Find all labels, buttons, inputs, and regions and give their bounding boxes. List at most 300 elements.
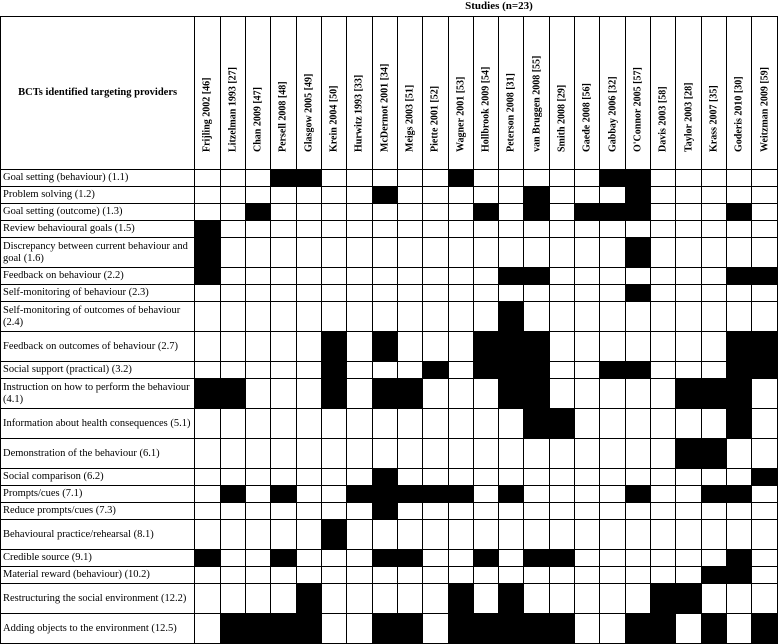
empty-cell bbox=[651, 520, 676, 550]
filled-cell bbox=[296, 614, 321, 644]
empty-cell bbox=[727, 238, 752, 268]
empty-cell bbox=[195, 302, 220, 332]
empty-cell bbox=[575, 238, 600, 268]
empty-cell bbox=[752, 584, 778, 614]
empty-cell bbox=[245, 503, 270, 520]
empty-cell bbox=[296, 550, 321, 567]
study-label: Persell 2008 [48] bbox=[277, 81, 289, 152]
bct-label: Prompts/cues (7.1) bbox=[1, 486, 195, 503]
filled-cell bbox=[676, 584, 701, 614]
filled-cell bbox=[195, 221, 220, 238]
filled-cell bbox=[271, 550, 296, 567]
empty-cell bbox=[727, 302, 752, 332]
filled-cell bbox=[397, 379, 422, 409]
empty-cell bbox=[701, 187, 726, 204]
empty-cell bbox=[625, 503, 650, 520]
filled-cell bbox=[549, 550, 574, 567]
filled-cell bbox=[575, 204, 600, 221]
empty-cell bbox=[625, 439, 650, 469]
filled-cell bbox=[499, 486, 524, 503]
empty-cell bbox=[321, 439, 346, 469]
study-header bbox=[220, 17, 245, 170]
study-header bbox=[347, 17, 372, 170]
empty-cell bbox=[651, 268, 676, 285]
empty-cell bbox=[423, 614, 448, 644]
empty-cell bbox=[752, 486, 778, 503]
empty-cell bbox=[676, 362, 701, 379]
empty-cell bbox=[220, 584, 245, 614]
filled-cell bbox=[727, 567, 752, 584]
empty-cell bbox=[271, 584, 296, 614]
empty-cell bbox=[575, 285, 600, 302]
empty-cell bbox=[423, 170, 448, 187]
empty-cell bbox=[397, 332, 422, 362]
empty-cell bbox=[676, 614, 701, 644]
filled-cell bbox=[524, 379, 549, 409]
filled-cell bbox=[473, 550, 498, 567]
empty-cell bbox=[701, 550, 726, 567]
header-row bbox=[1, 17, 778, 170]
empty-cell bbox=[676, 486, 701, 503]
empty-cell bbox=[676, 221, 701, 238]
filled-cell bbox=[372, 187, 397, 204]
empty-cell bbox=[625, 584, 650, 614]
empty-cell bbox=[321, 221, 346, 238]
empty-cell bbox=[575, 170, 600, 187]
filled-cell bbox=[524, 332, 549, 362]
table-row bbox=[1, 379, 778, 409]
empty-cell bbox=[600, 238, 625, 268]
table-row bbox=[1, 187, 778, 204]
empty-cell bbox=[549, 221, 574, 238]
empty-cell bbox=[676, 238, 701, 268]
empty-cell bbox=[321, 503, 346, 520]
empty-cell bbox=[271, 469, 296, 486]
table-row bbox=[1, 439, 778, 469]
filled-cell bbox=[524, 362, 549, 379]
empty-cell bbox=[676, 409, 701, 439]
empty-cell bbox=[651, 379, 676, 409]
empty-cell bbox=[549, 503, 574, 520]
empty-cell bbox=[423, 187, 448, 204]
empty-cell bbox=[448, 379, 473, 409]
bct-label: Social support (practical) (3.2) bbox=[1, 362, 195, 379]
empty-cell bbox=[600, 302, 625, 332]
empty-cell bbox=[347, 170, 372, 187]
empty-cell bbox=[220, 409, 245, 439]
filled-cell bbox=[752, 469, 778, 486]
empty-cell bbox=[423, 503, 448, 520]
study-header bbox=[575, 17, 600, 170]
empty-cell bbox=[448, 520, 473, 550]
empty-cell bbox=[397, 584, 422, 614]
filled-cell bbox=[397, 614, 422, 644]
empty-cell bbox=[423, 221, 448, 238]
filled-cell bbox=[625, 170, 650, 187]
study-label: Taylor 2003 [28] bbox=[683, 82, 695, 152]
empty-cell bbox=[676, 302, 701, 332]
study-label: Peterson 2008 [31] bbox=[505, 73, 517, 152]
empty-cell bbox=[549, 285, 574, 302]
empty-cell bbox=[499, 285, 524, 302]
filled-cell bbox=[473, 204, 498, 221]
filled-cell bbox=[397, 486, 422, 503]
filled-cell bbox=[752, 268, 778, 285]
empty-cell bbox=[448, 285, 473, 302]
bct-label: Material reward (behaviour) (10.2) bbox=[1, 567, 195, 584]
empty-cell bbox=[296, 486, 321, 503]
filled-cell bbox=[423, 486, 448, 503]
filled-cell bbox=[625, 204, 650, 221]
table-row bbox=[1, 584, 778, 614]
filled-cell bbox=[752, 362, 778, 379]
empty-cell bbox=[321, 614, 346, 644]
empty-cell bbox=[397, 469, 422, 486]
empty-cell bbox=[575, 614, 600, 644]
empty-cell bbox=[473, 187, 498, 204]
empty-cell bbox=[245, 439, 270, 469]
empty-cell bbox=[575, 503, 600, 520]
empty-cell bbox=[397, 503, 422, 520]
empty-cell bbox=[499, 439, 524, 469]
empty-cell bbox=[347, 503, 372, 520]
bct-label: Discrepancy between current behaviour and goal (1.6) bbox=[1, 238, 195, 268]
empty-cell bbox=[245, 238, 270, 268]
empty-cell bbox=[271, 332, 296, 362]
empty-cell bbox=[549, 469, 574, 486]
filled-cell bbox=[701, 567, 726, 584]
study-label: Hollbrook 2009 [54] bbox=[480, 66, 492, 152]
empty-cell bbox=[347, 439, 372, 469]
study-label: Meigs 2003 [51] bbox=[404, 84, 416, 152]
table-row bbox=[1, 170, 778, 187]
empty-cell bbox=[195, 170, 220, 187]
table-row bbox=[1, 332, 778, 362]
filled-cell bbox=[195, 550, 220, 567]
study-header bbox=[676, 17, 701, 170]
filled-cell bbox=[372, 614, 397, 644]
empty-cell bbox=[397, 204, 422, 221]
study-header bbox=[296, 17, 321, 170]
empty-cell bbox=[195, 520, 220, 550]
empty-cell bbox=[245, 362, 270, 379]
empty-cell bbox=[372, 439, 397, 469]
empty-cell bbox=[752, 550, 778, 567]
table-row bbox=[1, 520, 778, 550]
table-body bbox=[1, 170, 778, 644]
filled-cell bbox=[448, 170, 473, 187]
empty-cell bbox=[473, 379, 498, 409]
empty-cell bbox=[752, 204, 778, 221]
empty-cell bbox=[524, 302, 549, 332]
filled-cell bbox=[701, 439, 726, 469]
empty-cell bbox=[321, 409, 346, 439]
empty-cell bbox=[448, 362, 473, 379]
empty-cell bbox=[296, 379, 321, 409]
empty-cell bbox=[651, 362, 676, 379]
empty-cell bbox=[296, 520, 321, 550]
empty-cell bbox=[271, 268, 296, 285]
empty-cell bbox=[347, 520, 372, 550]
empty-cell bbox=[600, 614, 625, 644]
empty-cell bbox=[727, 503, 752, 520]
filled-cell bbox=[448, 584, 473, 614]
empty-cell bbox=[752, 170, 778, 187]
filled-cell bbox=[271, 170, 296, 187]
empty-cell bbox=[321, 302, 346, 332]
filled-cell bbox=[727, 362, 752, 379]
empty-cell bbox=[701, 268, 726, 285]
empty-cell bbox=[195, 439, 220, 469]
empty-cell bbox=[448, 221, 473, 238]
empty-cell bbox=[448, 238, 473, 268]
empty-cell bbox=[397, 221, 422, 238]
empty-cell bbox=[499, 469, 524, 486]
empty-cell bbox=[600, 584, 625, 614]
filled-cell bbox=[296, 584, 321, 614]
empty-cell bbox=[372, 362, 397, 379]
empty-cell bbox=[245, 379, 270, 409]
empty-cell bbox=[220, 302, 245, 332]
empty-cell bbox=[271, 204, 296, 221]
empty-cell bbox=[752, 409, 778, 439]
study-header bbox=[423, 17, 448, 170]
empty-cell bbox=[701, 170, 726, 187]
empty-cell bbox=[245, 550, 270, 567]
empty-cell bbox=[473, 469, 498, 486]
filled-cell bbox=[220, 614, 245, 644]
empty-cell bbox=[651, 170, 676, 187]
empty-cell bbox=[473, 584, 498, 614]
empty-cell bbox=[448, 439, 473, 469]
table-row bbox=[1, 268, 778, 285]
empty-cell bbox=[600, 567, 625, 584]
study-header bbox=[271, 17, 296, 170]
table-row bbox=[1, 486, 778, 503]
empty-cell bbox=[575, 584, 600, 614]
empty-cell bbox=[195, 204, 220, 221]
empty-cell bbox=[549, 486, 574, 503]
empty-cell bbox=[549, 567, 574, 584]
empty-cell bbox=[397, 238, 422, 268]
empty-cell bbox=[448, 409, 473, 439]
study-label: O'Connor 2005 [57] bbox=[632, 67, 644, 152]
empty-cell bbox=[752, 520, 778, 550]
filled-cell bbox=[220, 379, 245, 409]
empty-cell bbox=[651, 204, 676, 221]
empty-cell bbox=[347, 221, 372, 238]
empty-cell bbox=[296, 503, 321, 520]
bct-label: Behavioural practice/rehearsal (8.1) bbox=[1, 520, 195, 550]
empty-cell bbox=[625, 520, 650, 550]
empty-cell bbox=[575, 469, 600, 486]
filled-cell bbox=[549, 409, 574, 439]
empty-cell bbox=[271, 379, 296, 409]
empty-cell bbox=[524, 486, 549, 503]
empty-cell bbox=[473, 486, 498, 503]
empty-cell bbox=[575, 362, 600, 379]
empty-cell bbox=[245, 268, 270, 285]
empty-cell bbox=[651, 409, 676, 439]
filled-cell bbox=[372, 550, 397, 567]
study-header bbox=[245, 17, 270, 170]
empty-cell bbox=[701, 238, 726, 268]
empty-cell bbox=[448, 302, 473, 332]
empty-cell bbox=[423, 584, 448, 614]
empty-cell bbox=[347, 550, 372, 567]
empty-cell bbox=[347, 285, 372, 302]
empty-cell bbox=[220, 362, 245, 379]
study-header bbox=[524, 17, 549, 170]
empty-cell bbox=[296, 268, 321, 285]
empty-cell bbox=[372, 221, 397, 238]
empty-cell bbox=[296, 302, 321, 332]
empty-cell bbox=[397, 362, 422, 379]
empty-cell bbox=[676, 285, 701, 302]
filled-cell bbox=[701, 486, 726, 503]
empty-cell bbox=[549, 362, 574, 379]
study-header bbox=[397, 17, 422, 170]
empty-cell bbox=[549, 379, 574, 409]
filled-cell bbox=[625, 614, 650, 644]
bct-label: Self-monitoring of behaviour (2.3) bbox=[1, 285, 195, 302]
filled-cell bbox=[372, 503, 397, 520]
empty-cell bbox=[473, 302, 498, 332]
empty-cell bbox=[473, 285, 498, 302]
empty-cell bbox=[245, 187, 270, 204]
empty-cell bbox=[600, 285, 625, 302]
study-header bbox=[473, 17, 498, 170]
bct-label: Adding objects to the environment (12.5) bbox=[1, 614, 195, 644]
empty-cell bbox=[195, 567, 220, 584]
empty-cell bbox=[245, 486, 270, 503]
empty-cell bbox=[676, 550, 701, 567]
filled-cell bbox=[651, 584, 676, 614]
empty-cell bbox=[372, 238, 397, 268]
empty-cell bbox=[499, 187, 524, 204]
empty-cell bbox=[448, 550, 473, 567]
filled-cell bbox=[727, 550, 752, 567]
empty-cell bbox=[195, 409, 220, 439]
filled-cell bbox=[473, 332, 498, 362]
empty-cell bbox=[423, 238, 448, 268]
table-row bbox=[1, 302, 778, 332]
filled-cell bbox=[727, 486, 752, 503]
empty-cell bbox=[727, 285, 752, 302]
empty-cell bbox=[499, 204, 524, 221]
empty-cell bbox=[473, 170, 498, 187]
table-row bbox=[1, 362, 778, 379]
empty-cell bbox=[372, 302, 397, 332]
bct-label: Information about health consequences (5.1) bbox=[1, 409, 195, 439]
empty-cell bbox=[397, 520, 422, 550]
empty-cell bbox=[676, 503, 701, 520]
empty-cell bbox=[271, 238, 296, 268]
filled-cell bbox=[499, 584, 524, 614]
study-label: Gaede 2008 [56] bbox=[581, 83, 593, 152]
empty-cell bbox=[499, 170, 524, 187]
empty-cell bbox=[271, 567, 296, 584]
filled-cell bbox=[321, 362, 346, 379]
empty-cell bbox=[195, 285, 220, 302]
empty-cell bbox=[752, 379, 778, 409]
empty-cell bbox=[499, 409, 524, 439]
filled-cell bbox=[321, 379, 346, 409]
empty-cell bbox=[524, 238, 549, 268]
empty-cell bbox=[752, 221, 778, 238]
empty-cell bbox=[600, 503, 625, 520]
empty-cell bbox=[397, 439, 422, 469]
study-label: Gabbay 2006 [32] bbox=[607, 76, 619, 152]
empty-cell bbox=[549, 302, 574, 332]
empty-cell bbox=[499, 520, 524, 550]
bct-label: Goal setting (behaviour) (1.1) bbox=[1, 170, 195, 187]
empty-cell bbox=[575, 486, 600, 503]
empty-cell bbox=[347, 302, 372, 332]
filled-cell bbox=[701, 614, 726, 644]
empty-cell bbox=[701, 584, 726, 614]
filled-cell bbox=[423, 362, 448, 379]
empty-cell bbox=[752, 187, 778, 204]
study-header bbox=[372, 17, 397, 170]
empty-cell bbox=[701, 204, 726, 221]
empty-cell bbox=[575, 567, 600, 584]
filled-cell bbox=[524, 268, 549, 285]
empty-cell bbox=[271, 439, 296, 469]
study-label: Chan 2009 [47] bbox=[252, 86, 264, 152]
empty-cell bbox=[321, 486, 346, 503]
empty-cell bbox=[473, 221, 498, 238]
study-label: Krass 2007 [35] bbox=[708, 85, 720, 152]
study-label: Glasgow 2005 [49] bbox=[303, 73, 315, 152]
empty-cell bbox=[575, 332, 600, 362]
filled-cell bbox=[524, 187, 549, 204]
filled-cell bbox=[600, 204, 625, 221]
empty-cell bbox=[625, 469, 650, 486]
empty-cell bbox=[347, 362, 372, 379]
bct-label: Credible source (9.1) bbox=[1, 550, 195, 567]
study-label: van Bruggen 2008 [55] bbox=[531, 55, 543, 152]
bct-label: Reduce prompts/cues (7.3) bbox=[1, 503, 195, 520]
empty-cell bbox=[600, 221, 625, 238]
empty-cell bbox=[347, 268, 372, 285]
empty-cell bbox=[575, 439, 600, 469]
empty-cell bbox=[423, 332, 448, 362]
filled-cell bbox=[499, 302, 524, 332]
empty-cell bbox=[397, 187, 422, 204]
table-row bbox=[1, 567, 778, 584]
empty-cell bbox=[271, 409, 296, 439]
empty-cell bbox=[549, 520, 574, 550]
empty-cell bbox=[347, 409, 372, 439]
empty-cell bbox=[752, 285, 778, 302]
filled-cell bbox=[625, 362, 650, 379]
empty-cell bbox=[347, 614, 372, 644]
empty-cell bbox=[701, 362, 726, 379]
empty-cell bbox=[347, 187, 372, 204]
empty-cell bbox=[271, 520, 296, 550]
empty-cell bbox=[549, 268, 574, 285]
empty-cell bbox=[397, 409, 422, 439]
empty-cell bbox=[423, 285, 448, 302]
filled-cell bbox=[245, 204, 270, 221]
filled-cell bbox=[195, 268, 220, 285]
table-row bbox=[1, 503, 778, 520]
empty-cell bbox=[448, 268, 473, 285]
empty-cell bbox=[625, 550, 650, 567]
empty-cell bbox=[499, 550, 524, 567]
table-row bbox=[1, 285, 778, 302]
